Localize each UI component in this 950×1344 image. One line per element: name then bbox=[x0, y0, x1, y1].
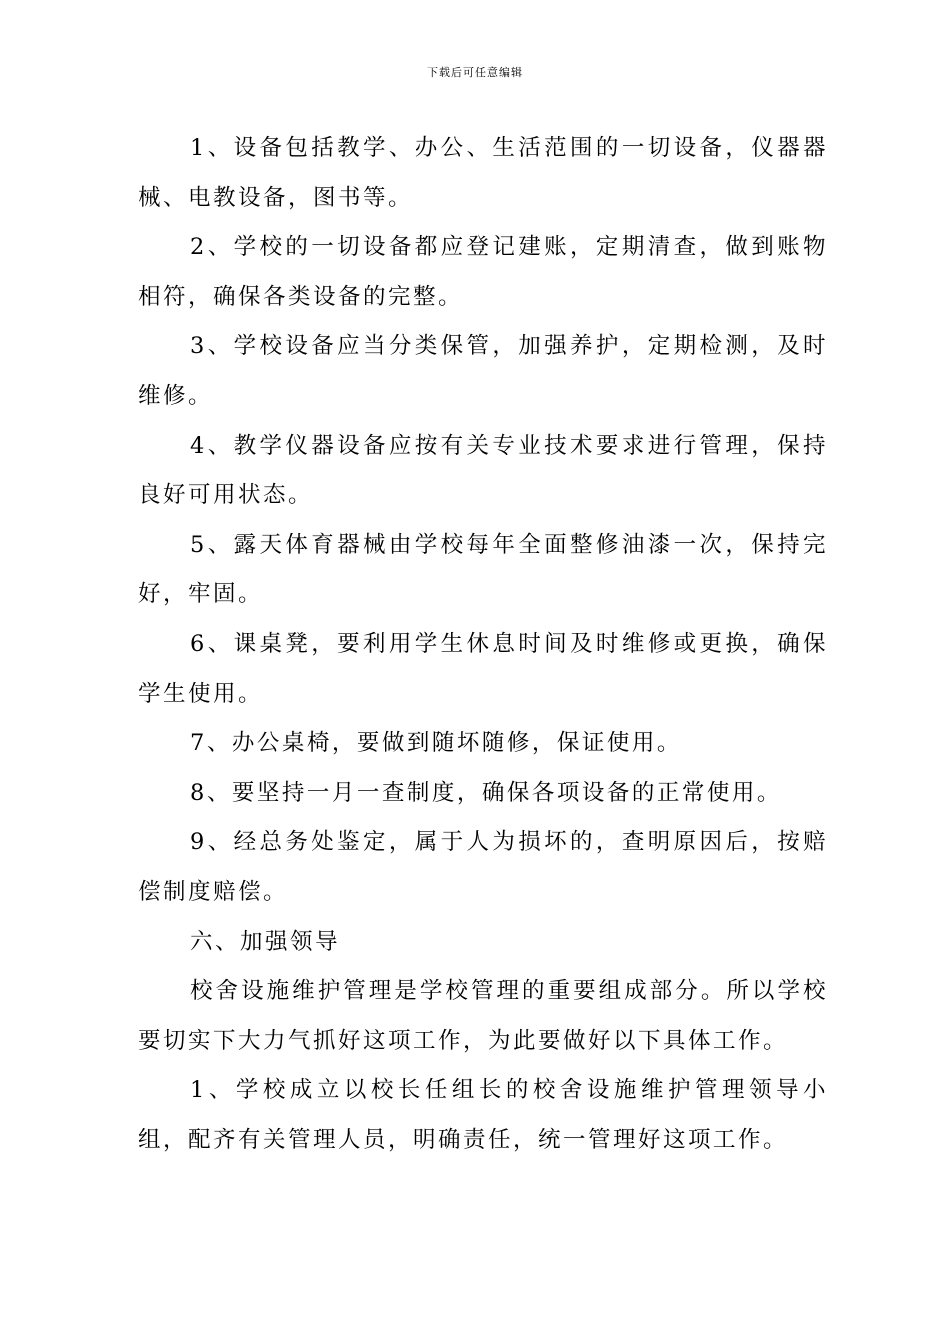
paragraph-item-4: 4、教学仪器设备应按有关专业技术要求进行管理，保持良好可用状态。 bbox=[138, 432, 828, 509]
paragraph-leadership-1: 1、学校成立以校长任组长的校舍设施维护管理领导小组，配齐有关管理人员，明确责任，统一管理好这项工作。 bbox=[138, 1077, 828, 1153]
section-heading-leadership: 六、加强领导 bbox=[190, 928, 341, 955]
paragraph-item-1: 1、设备包括教学、办公、生活范围的一切设备，仪器器械、电教设备，图书等。 bbox=[138, 135, 828, 211]
paragraph-item-8: 8、要坚持一月一查制度，确保各项设备的正常使用。 bbox=[190, 779, 782, 806]
paragraph-item-3: 3、学校设备应当分类保管，加强养护，定期检测，及时维修。 bbox=[138, 333, 828, 409]
document-body bbox=[138, 124, 828, 1165]
page-header: 下载后可任意编辑 bbox=[427, 66, 523, 79]
paragraph-item-9: 9、经总务处鉴定，属于人为损坏的，查明原因后，按赔偿制度赔偿。 bbox=[138, 829, 828, 905]
paragraph-item-2: 2、学校的一切设备都应登记建账，定期清查，做到账物相符，确保各类设备的完整。 bbox=[138, 234, 828, 310]
paragraph-intro: 校舍设施维护管理是学校管理的重要组成部分。所以学校要切实下大力气抓好这项工作，为此要做好以下具体工作。 bbox=[138, 978, 828, 1054]
paragraph-item-7: 7、办公桌椅，要做到随坏随修，保证使用。 bbox=[190, 730, 682, 757]
paragraph-item-5: 5、露天体育器械由学校每年全面整修油漆一次，保持完好，牢固。 bbox=[138, 531, 828, 608]
paragraph-item-6: 6、课桌凳，要利用学生休息时间及时维修或更换，确保学生使用。 bbox=[138, 630, 828, 707]
